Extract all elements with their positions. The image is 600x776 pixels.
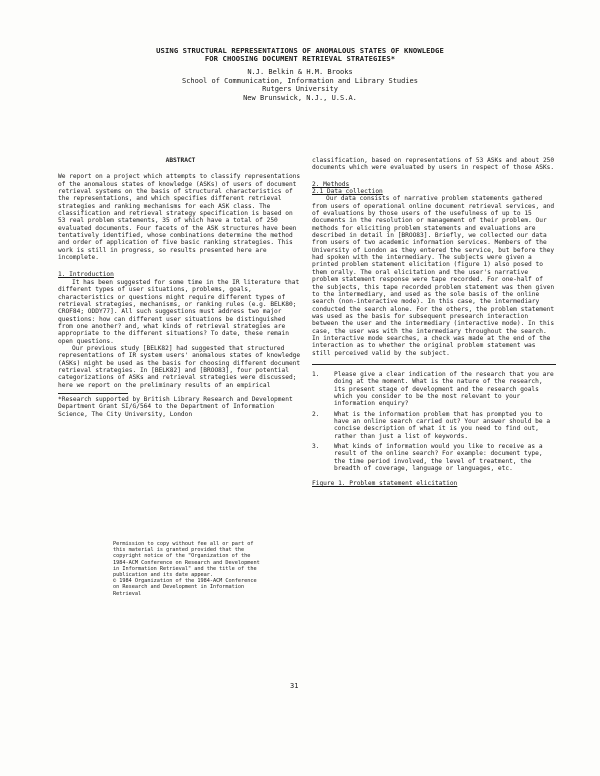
data-collection-heading: 2.1 Data collection [312,188,383,196]
figure-caption: Figure 1. Problem statement elicitation [312,480,458,488]
methods-heading: 2. Methods [312,180,350,188]
title-line-2: FOR CHOOSING DOCUMENT RETRIEVAL STRATEGIES* [204,54,396,63]
data-collection-text: Our data consists of narrative problem statements gathered from users of operational online document retrieval services, and of evaluations by those users of the usefulness of up to 15 documents in the resolution or management of their problem. Our methods for eliciting problem statements and evaluations are described in detail in [BROO83]. Briefly, we collected our data from users of two academic information services. Members of the University of London as they entered the service, but before they had spoken with the intermediary. The subjects were given a printed problem statement elicitation (figure 1) also posed to them orally. The oral elicitation and the user's narrative problem statement response were tape recorded. For one-half of the subjects, this tape recorded problem statement was then given to the intermediary, and used as the sole basis of the online search (non-interactive mode). In this case, the intermediary conducted the search alone. For the others, the problem statement was used as the basis for subsequent presearch interaction between the user and the intermediary (interactive mode). In this case, the user was with the intermediary throughout the search. In interactive mode searches, a check was made at the end of the interaction as to whether the original problem statement was still perceived valid by the subject. [312,195,558,357]
authors: N.J. Belkin & H.M. Brooks [247,68,353,76]
paper-title [0,47,600,63]
abstract-heading: ABSTRACT [165,157,196,164]
permission-notice [113,541,263,597]
affiliation-location: New Brunswick, N.J., U.S.A. [243,93,357,102]
permission-text: Permission to copy without fee all or part of this material is granted provided that the copyright notice of the "Organization of the 1984-ACM Conference on Research and Development in Information Retrieval" and the title of the publication and its date appear. [113,541,260,579]
introduction-heading: 1. Introduction [58,271,114,279]
figure-1 [312,364,556,488]
title-line-1: USING STRUCTURAL REPRESENTATIONS OF ANOMALOUS STATES OF KNOWLEDGE [156,46,444,55]
question-number: 2. [312,410,320,418]
figure-question-2 [312,411,556,440]
abstract-text: We report on a project which attempts to classify representations of the anomalous states of knowledge (ASKs) of users of document retrieval systems on the basis of structural characteristics of the representations, and which specifies different retrieval strategies and ranking mechanisms for each ASK class. The classification and retrieval strategy specification is based on 53 real problem statements, 35 of which have a total of 250 evaluated documents. Four facets of the ASK structures have been tentatively identified, whose combinations determine the method and order of application of five basic ranking strategies. This work is still in progress, so results presented here are incomplete. [58,173,304,262]
introduction-para-1: It has been suggested for some time in the IR literature that different types of user situations, problems, goals, characteristics or questions might require different types of retrieval strategies, mechanisms, or ranking rules (e.g. BELK80; CROF84; ODDY77]. All such suggestions must address two major questions: how can different user situations be distinguished from one another? and, what kinds of retrieval strategies are appropriate to the different situations? To date, these remain open questions. [58,278,303,345]
figure-question-1 [312,371,556,408]
continuation-text: classification, based on representations of 53 ASKs and about 250 documents which were evaluated by users in respect of those ASKs. [312,157,558,172]
question-number: 3. [312,443,320,451]
introduction-para-2: Our previous study [BELK82] had suggested that structured representations of IR system users' anomalous states of knowledge (ASKs) might be used as the basis for choosing different document retrieval strategies. In [BELK82] and [BROO83], four potential categorizations of ASKs and retrieval strategies were discussed; here we report on the preliminary results of an empirical [58,344,304,389]
question-text: What kinds of information would you like to receive as a result of the online search? For example: document type, the time period involved, the level of treatment, the breadth of coverage, language or languages, etc. [334,443,547,473]
affiliation-school: School of Communication, Information and Library Studies [181,76,418,85]
copyright-line: © 1984 Organization of the 1984-ACM Conference on Research and Development in Information Retrieval [113,578,257,597]
page-number: 31 [290,682,299,690]
affiliation-university: Rutgers University [262,85,338,94]
footnote: *Research supported by British Library Research and Development Department Grant SI/G/564 to the Department of Information Science, The City University, London [58,395,297,418]
question-text: What is the information problem that has prompted you to have an online search carried out? Your answer should be a concise description of what it is you need to find out, rather than just a list of keywords. [334,410,554,440]
author-block [0,68,600,102]
right-column [312,157,556,488]
question-number: 1. [312,370,320,378]
left-column [58,157,303,418]
footnote-rule [58,393,128,394]
question-text: Please give a clear indication of the research that you are doing at the moment. What is the nature of the research, its present stage of development and the research goals which you consider to be the most relevant to your information enquiry? [334,370,558,408]
figure-question-3 [312,443,556,472]
